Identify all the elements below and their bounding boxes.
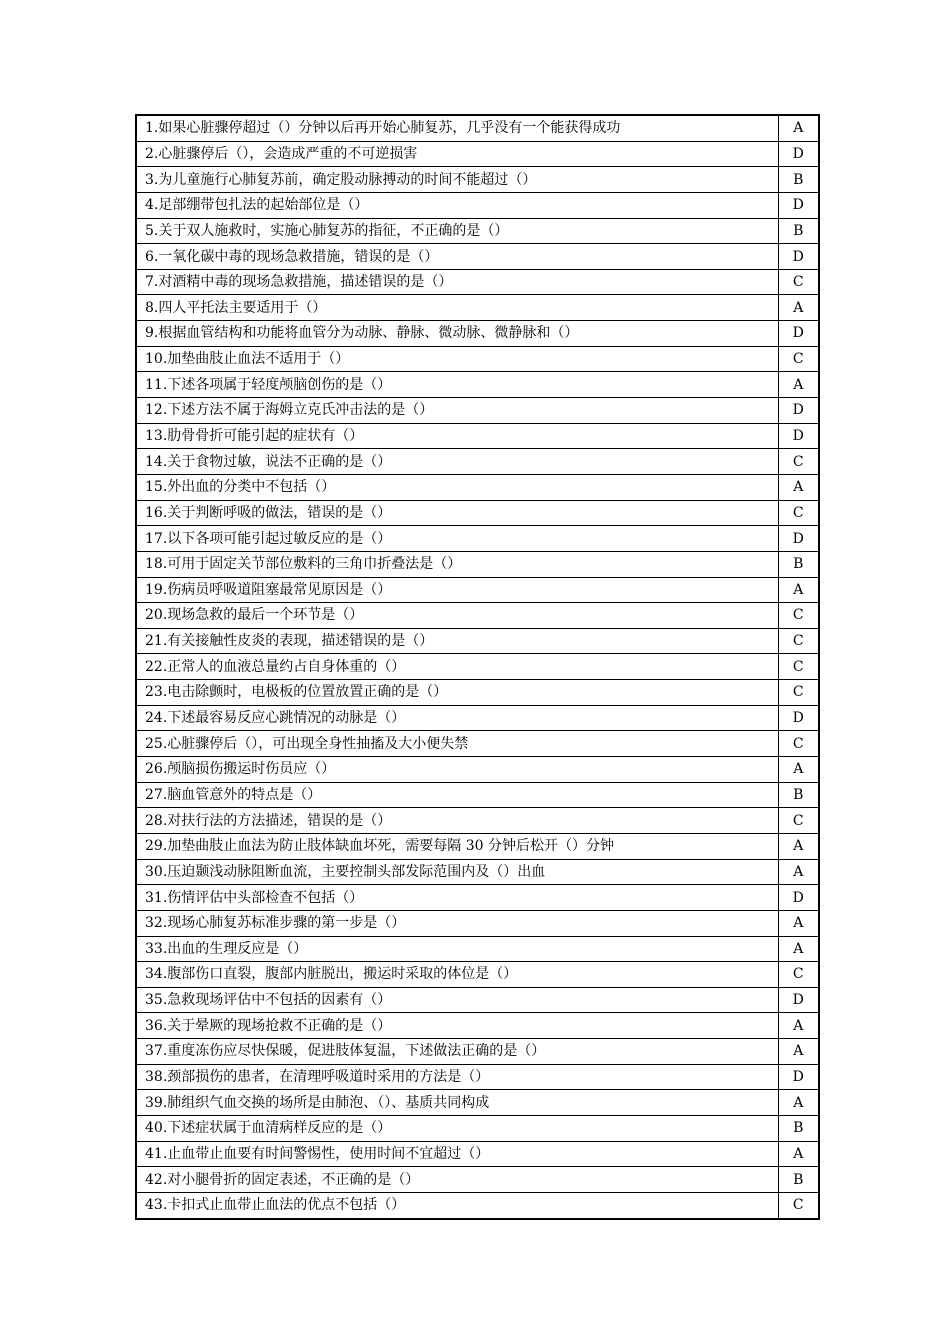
- table-row: [136, 1167, 819, 1193]
- answer-cell: A: [778, 910, 819, 936]
- question-cell: 12.下述方法不属于海姆立克氏冲击法的是（）: [136, 398, 778, 424]
- answer-cell: D: [778, 885, 819, 911]
- answer-cell: D: [778, 141, 819, 167]
- table-row: [136, 1141, 819, 1167]
- table-row: [136, 987, 819, 1013]
- answer-cell: C: [778, 808, 819, 834]
- question-cell: 3.为儿童施行心肺复苏前，确定股动脉搏动的时间不能超过（）: [136, 167, 778, 193]
- answer-cell: B: [778, 1115, 819, 1141]
- question-cell: 22.正常人的血液总量约占自身体重的（）: [136, 654, 778, 680]
- table-row: [136, 910, 819, 936]
- table-row: [136, 680, 819, 706]
- table-row: [136, 1013, 819, 1039]
- table-row: [136, 321, 819, 347]
- question-cell: 40.下述症状属于血清病样反应的是（）: [136, 1115, 778, 1141]
- question-cell: 8.四人平托法主要适用于（）: [136, 295, 778, 321]
- answer-cell: A: [778, 474, 819, 500]
- question-cell: 43.卡扣式止血带止血法的优点不包括（）: [136, 1192, 778, 1218]
- answer-cell: A: [778, 859, 819, 885]
- table-row: [136, 423, 819, 449]
- table-row: [136, 962, 819, 988]
- question-cell: 10.加垫曲肢止血法不适用于（）: [136, 346, 778, 372]
- question-cell: 24.下述最容易反应心跳情况的动脉是（）: [136, 705, 778, 731]
- question-cell: 16.关于判断呼吸的做法，错误的是（）: [136, 500, 778, 526]
- table-row: [136, 526, 819, 552]
- question-answer-table-body: [136, 115, 819, 1219]
- question-cell: 15.外出血的分类中不包括（）: [136, 474, 778, 500]
- question-answer-table: [135, 114, 820, 1220]
- question-cell: 29.加垫曲肢止血法为防止肢体缺血坏死，需要每隔 30 分钟后松开（）分钟: [136, 833, 778, 859]
- question-cell: 42.对小腿骨折的固定表述，不正确的是（）: [136, 1167, 778, 1193]
- table-row: [136, 372, 819, 398]
- question-cell: 1.如果心脏骤停超过（）分钟以后再开始心肺复苏，几乎没有一个能获得成功: [136, 115, 778, 141]
- answer-cell: A: [778, 757, 819, 783]
- table-row: [136, 1192, 819, 1218]
- table-row: [136, 449, 819, 475]
- table-row: [136, 474, 819, 500]
- question-cell: 33.出血的生理反应是（）: [136, 936, 778, 962]
- question-cell: 27.脑血管意外的特点是（）: [136, 782, 778, 808]
- answer-cell: A: [778, 295, 819, 321]
- table-row: [136, 782, 819, 808]
- answer-cell: D: [778, 244, 819, 270]
- answer-cell: B: [778, 551, 819, 577]
- table-row: [136, 218, 819, 244]
- table-row: [136, 808, 819, 834]
- table-row: [136, 192, 819, 218]
- table-row: [136, 731, 819, 757]
- table-row: [136, 705, 819, 731]
- answer-cell: C: [778, 269, 819, 295]
- answer-cell: A: [778, 1013, 819, 1039]
- question-cell: 35.急救现场评估中不包括的因素有（）: [136, 987, 778, 1013]
- question-cell: 26.颅脑损伤搬运时伤员应（）: [136, 757, 778, 783]
- question-cell: 6.一氧化碳中毒的现场急救措施，错误的是（）: [136, 244, 778, 270]
- table-row: [136, 1064, 819, 1090]
- table-row: [136, 295, 819, 321]
- table-row: [136, 1115, 819, 1141]
- answer-cell: D: [778, 705, 819, 731]
- table-row: [136, 244, 819, 270]
- question-cell: 17.以下各项可能引起过敏反应的是（）: [136, 526, 778, 552]
- answer-cell: A: [778, 372, 819, 398]
- answer-cell: D: [778, 321, 819, 347]
- question-cell: 41.止血带止血要有时间警惕性，使用时间不宜超过（）: [136, 1141, 778, 1167]
- question-cell: 4.足部绷带包扎法的起始部位是（）: [136, 192, 778, 218]
- table-row: [136, 859, 819, 885]
- question-cell: 38.颈部损伤的患者，在清理呼吸道时采用的方法是（）: [136, 1064, 778, 1090]
- answer-cell: D: [778, 192, 819, 218]
- answer-cell: C: [778, 346, 819, 372]
- table-row: [136, 1039, 819, 1065]
- question-cell: 23.电击除颤时，电极板的位置放置正确的是（）: [136, 680, 778, 706]
- answer-cell: B: [778, 782, 819, 808]
- table-row: [136, 577, 819, 603]
- question-cell: 11.下述各项属于轻度颅脑创伤的是（）: [136, 372, 778, 398]
- table-row: [136, 1090, 819, 1116]
- question-cell: 20.现场急救的最后一个环节是（）: [136, 603, 778, 629]
- question-cell: 18.可用于固定关节部位敷料的三角巾折叠法是（）: [136, 551, 778, 577]
- answer-cell: A: [778, 1090, 819, 1116]
- table-row: [136, 833, 819, 859]
- answer-cell: D: [778, 1064, 819, 1090]
- answer-cell: A: [778, 1039, 819, 1065]
- table-row: [136, 885, 819, 911]
- answer-cell: C: [778, 962, 819, 988]
- answer-cell: C: [778, 1192, 819, 1218]
- question-cell: 31.伤情评估中头部检查不包括（）: [136, 885, 778, 911]
- answer-cell: C: [778, 654, 819, 680]
- table-row: [136, 757, 819, 783]
- question-cell: 28.对扶行法的方法描述，错误的是（）: [136, 808, 778, 834]
- answer-cell: D: [778, 398, 819, 424]
- table-row: [136, 603, 819, 629]
- question-cell: 30.压迫颞浅动脉阻断血流，主要控制头部发际范围内及（）出血: [136, 859, 778, 885]
- answer-cell: A: [778, 936, 819, 962]
- question-cell: 25.心脏骤停后（），可出现全身性抽搐及大小便失禁: [136, 731, 778, 757]
- question-cell: 34.腹部伤口直裂，腹部内脏脱出，搬运时采取的体位是（）: [136, 962, 778, 988]
- answer-cell: C: [778, 680, 819, 706]
- answer-cell: C: [778, 500, 819, 526]
- answer-cell: A: [778, 833, 819, 859]
- question-cell: 9.根据血管结构和功能将血管分为动脉、静脉、微动脉、微静脉和（）: [136, 321, 778, 347]
- question-cell: 19.伤病员呼吸道阻塞最常见原因是（）: [136, 577, 778, 603]
- table-row: [136, 269, 819, 295]
- question-cell: 32.现场心肺复苏标准步骤的第一步是（）: [136, 910, 778, 936]
- table-row: [136, 115, 819, 141]
- answer-cell: A: [778, 115, 819, 141]
- question-cell: 36.关于晕厥的现场抢救不正确的是（）: [136, 1013, 778, 1039]
- table-row: [136, 398, 819, 424]
- table-row: [136, 500, 819, 526]
- answer-cell: C: [778, 603, 819, 629]
- answer-cell: A: [778, 577, 819, 603]
- answer-cell: A: [778, 1141, 819, 1167]
- answer-cell: C: [778, 628, 819, 654]
- question-cell: 39.肺组织气血交换的场所是由肺泡、（）、基质共同构成: [136, 1090, 778, 1116]
- question-cell: 5.关于双人施救时，实施心肺复苏的指征，不正确的是（）: [136, 218, 778, 244]
- question-cell: 2.心脏骤停后（），会造成严重的不可逆损害: [136, 141, 778, 167]
- answer-cell: D: [778, 423, 819, 449]
- answer-cell: D: [778, 526, 819, 552]
- answer-cell: C: [778, 731, 819, 757]
- answer-cell: B: [778, 167, 819, 193]
- table-row: [136, 167, 819, 193]
- table-row: [136, 141, 819, 167]
- table-row: [136, 936, 819, 962]
- question-cell: 37.重度冻伤应尽快保暖，促进肢体复温，下述做法正确的是（）: [136, 1039, 778, 1065]
- answer-cell: B: [778, 1167, 819, 1193]
- table-row: [136, 551, 819, 577]
- table-row: [136, 346, 819, 372]
- question-cell: 7.对酒精中毒的现场急救措施，描述错误的是（）: [136, 269, 778, 295]
- table-row: [136, 654, 819, 680]
- answer-cell: B: [778, 218, 819, 244]
- question-cell: 14.关于食物过敏，说法不正确的是（）: [136, 449, 778, 475]
- table-row: [136, 628, 819, 654]
- answer-cell: C: [778, 449, 819, 475]
- question-cell: 13.肋骨骨折可能引起的症状有（）: [136, 423, 778, 449]
- question-cell: 21.有关接触性皮炎的表现，描述错误的是（）: [136, 628, 778, 654]
- answer-cell: D: [778, 987, 819, 1013]
